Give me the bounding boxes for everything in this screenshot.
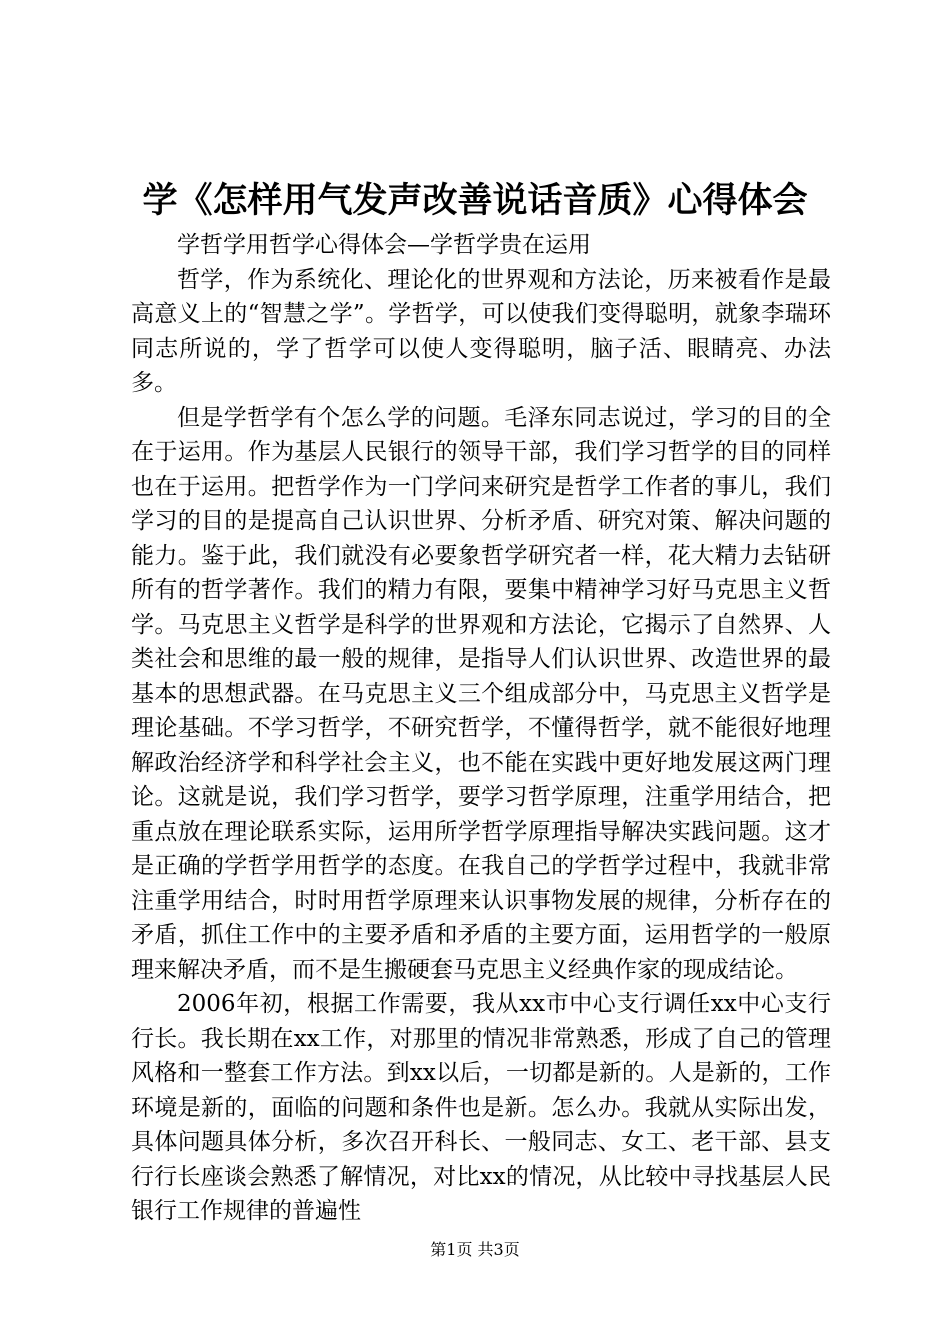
page-footer: 第1页 共3页: [430, 1240, 520, 1259]
document-title: 学《怎样用气发声改善说话音质》心得体会: [142, 180, 808, 221]
body-paragraph: 2006年初，根据工作需要，我从xx市中心支行调任xx中心支行行长。我长期在xx工作，对那里的情况非常熟悉，形成了自己的管理风格和一整套工作方法。到xx以后，一切都是新的。人是新的，工作环境是新的，面临的问题和条件也是新。怎么办。我就从实际出发，具体问题具体分析，多次召开科长、一般同志、女工、老干部、县支行行长座谈会熟悉了解情况，对比xx的情况，从比较中寻找基层人民银行工作规律的普遍性: [131, 991, 831, 1224]
body-paragraph: 哲学，作为系统化、理论化的世界观和方法论，历来被看作是最高意义上的“智慧之学”。学哲学，可以使我们变得聪明，就象李瑞环同志所说的，学了哲学可以使人变得聪明，脑子活、眼睛亮、办法多。: [131, 266, 831, 396]
subtitle-paragraph: 学哲学用哲学心得体会—学哲学贵在运用: [177, 232, 591, 258]
body-paragraph: 但是学哲学有个怎么学的问题。毛泽东同志说过，学习的目的全在于运用。作为基层人民银行的领导干部，我们学习哲学的目的同样也在于运用。把哲学作为一门学问来研究是哲学工作者的事儿，我们学习的目的是提高自己认识世界、分析矛盾、研究对策、解决问题的能力。鉴于此，我们就没有必要象哲学研究者一样，花大精力去钻研所有的哲学著作。我们的精力有限，要集中精神学习好马克思主义哲学。马克思主义哲学是科学的世界观和方法论，它揭示了自然界、人类社会和思维的最一般的规律，是指导人们认识世界、改造世界的最基本的思想武器。在马克思主义三个组成部分中，马克思主义哲学是理论基础。不学习哲学，不研究哲学，不懂得哲学，就不能很好地理解政治经济学和科学社会主义，也不能在实践中更好地发展这两门理论。这就是说，我们学习哲学，要学习哲学原理，注重学用结合，把重点放在理论联系实际，运用所学哲学原理指导解决实践问题。这才是正确的学哲学用哲学的态度。在我自己的学哲学过程中，我就非常注重学用结合，时时用哲学原理来认识事物发展的规律，分析存在的矛盾，抓住工作中的主要矛盾和矛盾的主要方面，运用哲学的一般原理来解决矛盾，而不是生搬硬套马克思主义经典作家的现成结论。: [131, 404, 831, 983]
document-body: [131, 228, 831, 1229]
